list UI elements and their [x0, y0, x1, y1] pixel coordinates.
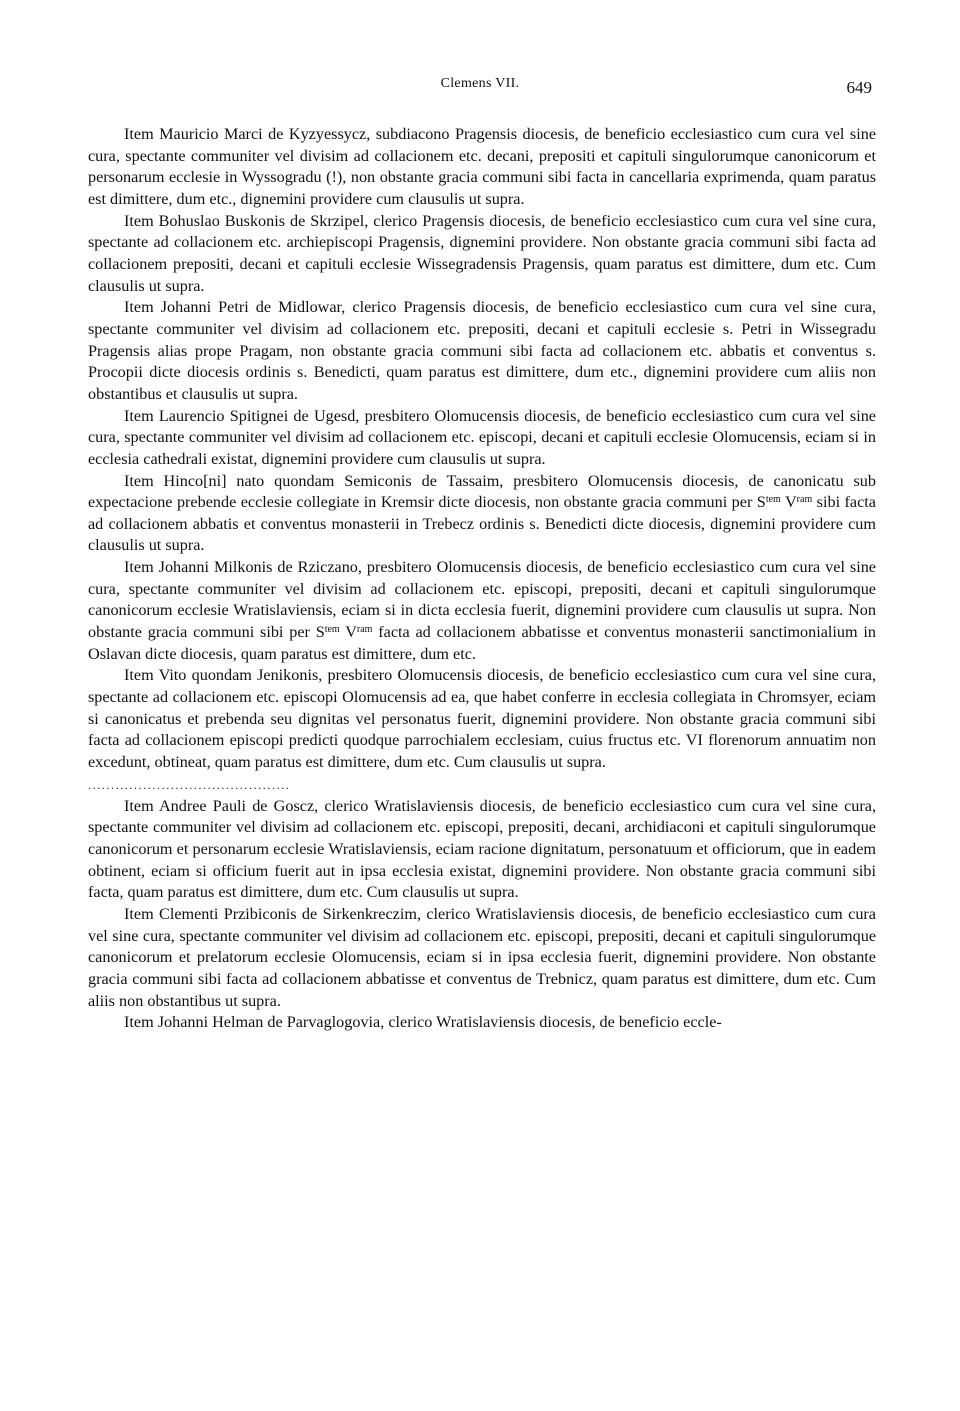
entry-johanni-milkonis: Item Johanni Milkonis de Rziczano, presbitero Olomucensis diocesis, de beneficio ecclesiastico cum cura vel sine cura, spectante communiter vel divisim ad collacionem etc. episcopi, prepositi, decani et capituli singulorumque canonicorum ecclesie Wratislaviensis, eciam si in dicta ecclesia fuerit, dignemini providere cum clausulis ut supra. Non obstante gracia communi sibi per $S^{tem}$ $V^{ram}$ facta ad collacionem abbatisse et conventus monasterii sanctimonialium in Oslavan dicte diocesis, quam paratus est dimittere, dum etc.	[88, 558, 876, 663]
omission-dots: ............................................	[88, 777, 291, 792]
entry-hincon: Item Hinco[ni] nato quondam Semiconis de Tassaim, presbitero Olomucensis diocesis, de canonicatu sub expectacione prebende ecclesie collegiate in Kremsir dicte diocesis, non obstante gracia communi per $S^{tem}$ $V^{ram}$ sibi facta ad collacionem abbatis et conventus monasterii in Trebecz ordinis s. Benedicti dicte diocesis, dignemini providere cum clausulis ut supra.	[88, 471, 876, 555]
entry-mauricio: Item Mauricio Marci de Kyzyessycz, subdiacono Pragensis diocesis, de beneficio ecclesiastico cum cura vel sine cura, spectante communiter vel divisim ad collacionem etc. decani, prepositi et capituli singulorumque canonicorum et personarum ecclesie in Wyssogradu (!), non obstante gracia communi sibi facta in cancellaria exprimenda, quam paratus est dimittere, dum etc., dignemini providere cum clausulis ut supra.	[88, 125, 876, 208]
entry-johanni-helman: Item Johanni Helman de Parvaglogovia, clerico Wratislaviensis diocesis, de beneficio eccle-	[124, 1013, 722, 1032]
entry-johanni-petri: Item Johanni Petri de Midlowar, clerico Pragensis diocesis, de beneficio ecclesiastico cum cura vel sine cura, spectante communiter vel divisim ad collacionem etc. prepositi, decani et capituli ecclesie s. Petri in Wissegradu Pragensis alias prope Pragam, non obstante gracia communi sibi facta ad collacionem etc. abbatis et conventus s. Procopii dicte diocesis ordinis s. Benedicti, quam paratus est dimittere, dum etc., dignemini providere cum aliis non obstantibus et clausulis ut supra.	[88, 298, 876, 403]
entry-vito: Item Vito quondam Jenikonis, presbitero Olomucensis diocesis, de beneficio ecclesiastico cum cura vel sine cura, spectante ad collacionem etc. episcopi Olomucensis ad ea, que habet conferre in ecclesia collegiata in Chromsyer, eciam si canonicatus et prebenda seu dignitas vel personatus fuerit, dignemini providere. Non obstante gracia communi sibi facta ad collacionem episcopi predicti quodque parrochialem ecclesiam, cuius fructus etc. VI florenorum annuatim non excedunt, obtineat, quam paratus est dimittere, dum etc. Cum clausulis ut supra.	[88, 666, 876, 772]
page-header	[0, 76, 960, 100]
entry-laurencio: Item Laurencio Spitignei de Ugesd, presbitero Olomucensis diocesis, de beneficio ecclesiastico cum cura vel sine cura, spectante communiter vel divisim ad collacionem etc. episcopi, decani et capituli ecclesie Olomucensis, eciam si in ecclesia cathedrali existat, dignemini providere cum clausulis ut supra.	[88, 406, 876, 468]
entry-andree: Item Andree Pauli de Goscz, clerico Wratislaviensis diocesis, de beneficio ecclesiastico cum cura vel sine cura, spectante communiter vel divisim ad collacionem etc. episcopi, prepositi, decani, archidiaconi et capituli singulorumque canonicorum et personarum ecclesie Wratislaviensis, eciam racione dignitatum, personatuum et officiorum, que in eadem obtinent, eciam si officium fuerit aut in ipsa ecclesia existat, dignemini providere. Non obstante gracia communi sibi facta, quam paratus est dimittere, dum etc. Cum clausulis ut supra.	[88, 796, 876, 902]
running-head: Clemens VII.	[440, 76, 520, 91]
page-body	[88, 124, 876, 1034]
page-number: 649	[846, 78, 872, 97]
entry-bohuslao: Item Bohuslao Buskonis de Skrzipel, clerico Pragensis diocesis, de beneficio ecclesiastico cum cura vel sine cura, spectante ad collacionem etc. archiepiscopi Pragensis, dignemini providere. Non obstante gracia communi sibi facta ad collacionem prepositi, decani et capituli ecclesie Wissegradensis Pragensis, quam paratus est dimittere, dum etc. Cum clausulis ut supra.	[88, 211, 876, 295]
entry-clementi: Item Clementi Przibiconis de Sirkenkreczim, clerico Wratislaviensis diocesis, de beneficio ecclesiastico cum cura vel sine cura, spectante communiter vel divisim ad collacionem etc. episcopi, prepositi, decani et capituli singulorumque canonicorum et prelatorum ecclesie Olomucensis, eciam si in ipsa ecclesia fuerit, dignemini providere. Non obstante gracia communi sibi facta ad collacionem abbatisse et conventus de Trebnicz, quam paratus est dimittere, dum etc. Cum aliis non obstantibus ut supra.	[88, 904, 876, 1010]
